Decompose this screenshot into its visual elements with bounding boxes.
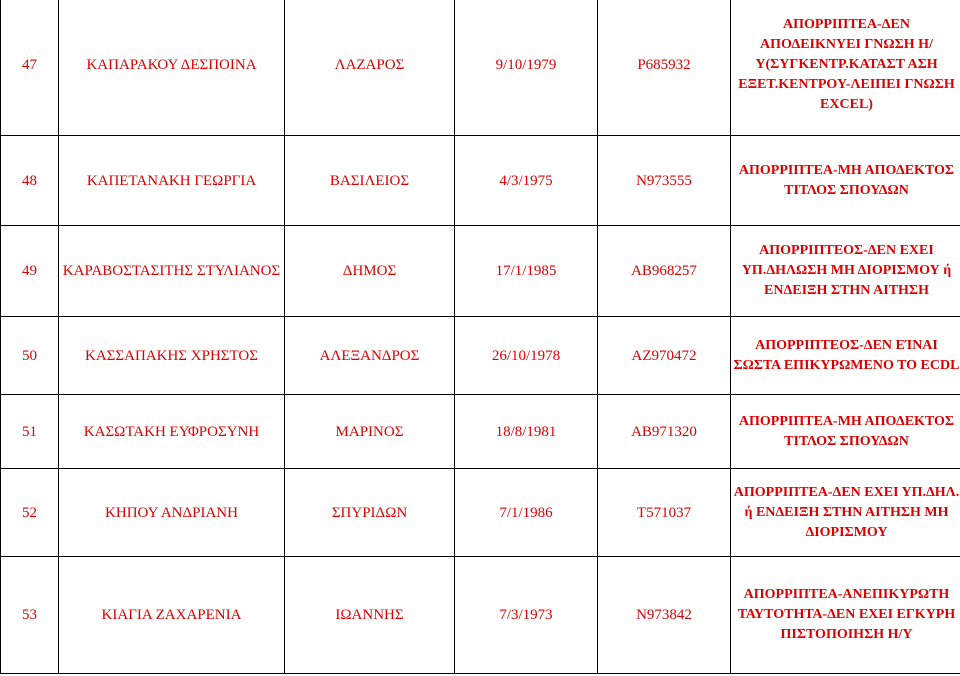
father-name: ΜΑΡΙΝΟΣ bbox=[285, 395, 455, 469]
table-row bbox=[1, 226, 960, 317]
father-name: ΒΑΣΙΛΕΙΟΣ bbox=[285, 136, 455, 226]
row-number: 52 bbox=[1, 469, 59, 557]
birth-date: 26/10/1978 bbox=[455, 317, 598, 395]
row-number: 50 bbox=[1, 317, 59, 395]
table-row bbox=[1, 136, 960, 226]
decision-note: ΑΠΟΡΡΙΠΤΕΟΣ-ΔΕΝ ΕΧΕΙ ΥΠ.ΔΗΛΩΣΗ ΜΗ ΔΙΟΡΙΣΜΟΥ ή ΕΝΔΕΙΞΗ ΣΤΗΝ ΑΙΤΗΣΗ bbox=[731, 226, 960, 317]
id-number: Ν973842 bbox=[598, 557, 731, 674]
applicant-name: ΚΑΠΕΤΑΝΑΚΗ ΓΕΩΡΓΙΑ bbox=[59, 136, 285, 226]
decision-note: ΑΠΟΡΡΙΠΤΕΑ-ΜΗ ΑΠΟΔΕΚΤΟΣ ΤΙΤΛΟΣ ΣΠΟΥΔΩΝ bbox=[731, 395, 960, 469]
row-number: 48 bbox=[1, 136, 59, 226]
father-name: ΙΩΑΝΝΗΣ bbox=[285, 557, 455, 674]
applicant-name: ΚΑΣΣΑΠΑΚΗΣ ΧΡΗΣΤΟΣ bbox=[59, 317, 285, 395]
decision-note: ΑΠΟΡΡΙΠΤΕΑ-ΑΝΕΠΙΚΥΡΩΤΗ ΤΑΥΤΟΤΗΤΑ-ΔΕΝ ΕΧΕΙ ΕΓΚΥΡΗ ΠΙΣΤΟΠΟΙΗΣΗ Η/Υ bbox=[731, 557, 960, 674]
id-number: ΑΒ971320 bbox=[598, 395, 731, 469]
applicant-name: ΚΗΠΟΥ ΑΝΔΡΙΑΝΗ bbox=[59, 469, 285, 557]
id-number: ΑΒ968257 bbox=[598, 226, 731, 317]
birth-date: 4/3/1975 bbox=[455, 136, 598, 226]
decision-note: ΑΠΟΡΡΙΠΤΕΑ-ΔΕΝ ΑΠΟΔΕΙΚΝΥΕΙ ΓΝΩΣΗ Η/Υ(ΣΥΓΚΕΝΤΡ.ΚΑΤΑΣΤ ΑΣΗ ΕΞΕΤ.ΚΕΝΤΡΟΥ-ΛΕΙΠΕΙ ΓΝΩΣΗ EXCEL) bbox=[731, 0, 960, 136]
father-name: ΔΗΜΟΣ bbox=[285, 226, 455, 317]
id-number: Τ571037 bbox=[598, 469, 731, 557]
row-number: 53 bbox=[1, 557, 59, 674]
birth-date: 7/3/1973 bbox=[455, 557, 598, 674]
applicant-name: ΚΑΣΩΤΑΚΗ ΕΥΦΡΟΣΥΝΗ bbox=[59, 395, 285, 469]
decision-note: ΑΠΟΡΡΙΠΤΕΟΣ-ΔΕΝ ΕΊΝΑΙ ΣΩΣΤΑ ΕΠΙΚΥΡΩΜΕΝΟ ΤΟ ECDL bbox=[731, 317, 960, 395]
birth-date: 18/8/1981 bbox=[455, 395, 598, 469]
id-number: ΑΖ970472 bbox=[598, 317, 731, 395]
table-row bbox=[1, 557, 960, 674]
row-number: 51 bbox=[1, 395, 59, 469]
row-number: 47 bbox=[1, 0, 59, 136]
table-row bbox=[1, 0, 960, 136]
father-name: ΑΛΕΞΑΝΔΡΟΣ bbox=[285, 317, 455, 395]
row-number: 49 bbox=[1, 226, 59, 317]
birth-date: 9/10/1979 bbox=[455, 0, 598, 136]
table-row bbox=[1, 469, 960, 557]
table-row bbox=[1, 317, 960, 395]
applicant-name: ΚΑΡΑΒΟΣΤΑΣΙΤΗΣ ΣΤΥΛΙΑΝΟΣ bbox=[59, 226, 285, 317]
id-number: Ρ685932 bbox=[598, 0, 731, 136]
applicant-name: ΚΑΠΑΡΑΚΟΥ ΔΕΣΠΟΙΝΑ bbox=[59, 0, 285, 136]
applicant-name: ΚΙΑΓΙΑ ΖΑΧΑΡΕΝΙΑ bbox=[59, 557, 285, 674]
father-name: ΣΠΥΡΙΔΩΝ bbox=[285, 469, 455, 557]
table-row bbox=[1, 395, 960, 469]
father-name: ΛΑΖΑΡΟΣ bbox=[285, 0, 455, 136]
id-number: Ν973555 bbox=[598, 136, 731, 226]
decision-note: ΑΠΟΡΡΙΠΤΕΑ-ΔΕΝ ΕΧΕΙ ΥΠ.ΔΗΛ. ή ΕΝΔΕΙΞΗ ΣΤΗΝ ΑΙΤΗΣΗ ΜΗ ΔΙΟΡΙΣΜΟΥ bbox=[731, 469, 960, 557]
birth-date: 7/1/1986 bbox=[455, 469, 598, 557]
decision-note: ΑΠΟΡΡΙΠΤΕΑ-ΜΗ ΑΠΟΔΕΚΤΟΣ ΤΙΤΛΟΣ ΣΠΟΥΔΩΝ bbox=[731, 136, 960, 226]
birth-date: 17/1/1985 bbox=[455, 226, 598, 317]
